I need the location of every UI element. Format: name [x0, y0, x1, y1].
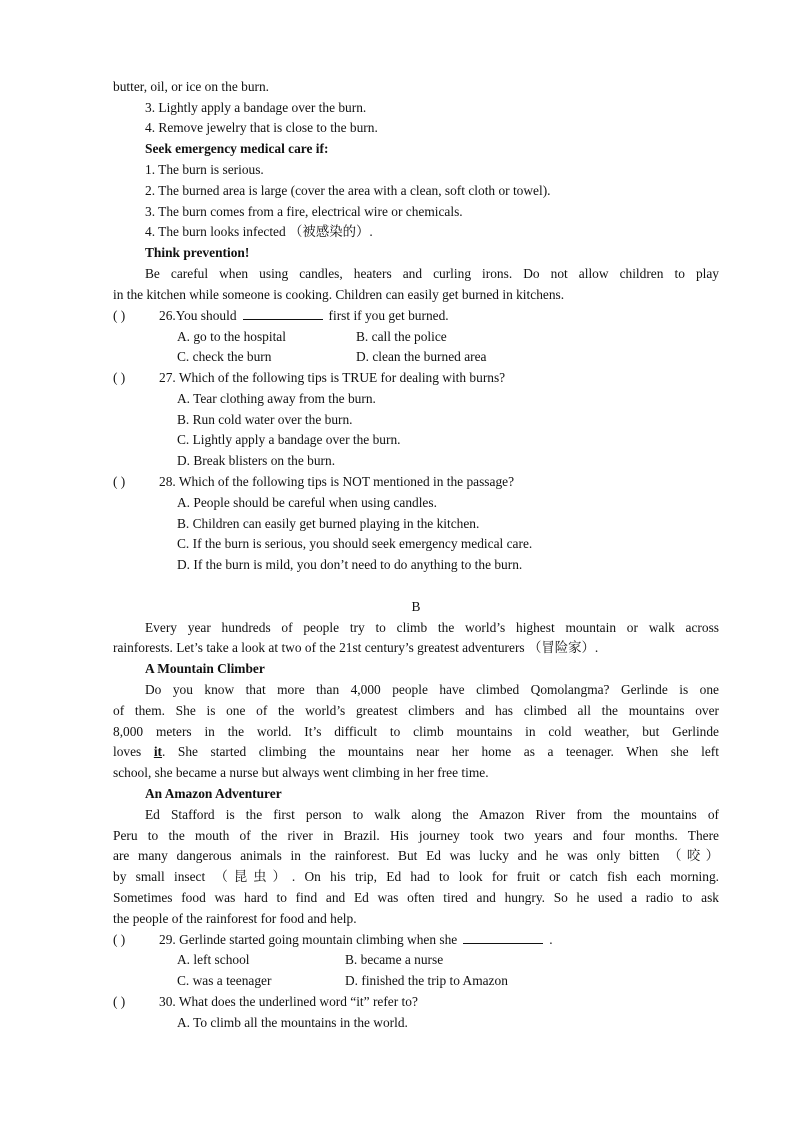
climber-line-1: Do you know that more than 4,000 people have climbed Qomolangma? Gerlinde is one: [145, 682, 719, 697]
option-c: C. If the burn is serious, you should seek emergency medical care.: [177, 536, 533, 551]
answer-paren[interactable]: ( ): [113, 308, 126, 323]
prevention-heading: Think prevention!: [145, 245, 250, 260]
question-29: [113, 930, 553, 951]
emergency-item-2: 2. The burned area is large (cover the area with a clean, soft cloth or towel).: [145, 183, 551, 198]
climber-line-3: 8,000 meters in the world. It’s difficult to climb mountains in cold weather, but Gerlinde: [113, 724, 719, 739]
answer-blank[interactable]: [243, 307, 323, 320]
amazon-line-5: Sometimes food was hard to find and Ed was often tired and hungry. So he used a radio to ask: [113, 890, 719, 905]
climber-line-4: [113, 742, 719, 763]
climber-heading: A Mountain Climber: [145, 661, 265, 676]
text-run: loves: [113, 744, 142, 759]
amazon-line-1: Ed Stafford is the first person to walk along the Amazon River from the mountains of: [145, 807, 719, 822]
option-c: C. was a teenager: [177, 973, 272, 988]
intro-line-2: rainforests. Let’s take a look at two of the 21st century’s greatest adventurers （冒险家）.: [113, 640, 599, 655]
option-a: A. People should be careful when using candles.: [177, 495, 437, 510]
amazon-heading: An Amazon Adventurer: [145, 786, 282, 801]
intro-line-1: Every year hundreds of people try to climb the world’s highest mountain or walk across: [145, 620, 719, 635]
tip-4: 4. Remove jewelry that is close to the burn.: [145, 120, 378, 135]
option-d: D. Break blisters on the burn.: [177, 453, 336, 468]
amazon-line-2: Peru to the mouth of the river in Brazil. His journey took two years and four months. There: [113, 828, 719, 843]
emergency-item-1: 1. The burn is serious.: [145, 162, 264, 177]
question-text-after: .: [549, 932, 553, 947]
option-d: D. clean the burned area: [356, 349, 487, 364]
option-b: B. Children can easily get burned playing in the kitchen.: [177, 516, 480, 531]
section-letter-b: B: [411, 599, 421, 614]
text-run: . She started climbing the mountains near her home as a teenager. When she left: [162, 744, 719, 759]
option-b: B. Run cold water over the burn.: [177, 412, 353, 427]
option-b: B. call the police: [356, 329, 447, 344]
underlined-word-it: it: [153, 744, 163, 759]
question-text: 28. Which of the following tips is NOT mentioned in the passage?: [159, 474, 515, 489]
option-a: A. go to the hospital: [177, 329, 286, 344]
option-b: B. became a nurse: [345, 952, 444, 967]
question-text: 30. What does the underlined word “it” refer to?: [159, 994, 418, 1009]
question-text: 27. Which of the following tips is TRUE for dealing with burns?: [159, 370, 506, 385]
question-30: [113, 992, 418, 1013]
option-c: C. check the burn: [177, 349, 272, 364]
answer-paren[interactable]: ( ): [113, 932, 126, 947]
option-a: A. Tear clothing away from the burn.: [177, 391, 376, 406]
option-c: C. Lightly apply a bandage over the burn.: [177, 432, 401, 447]
amazon-line-4: by small insect （昆虫）. On his trip, Ed had to look for fruit or catch fish each morning.: [113, 869, 719, 884]
prevention-line-1: Be careful when using candles, heaters and curling irons. Do not allow children to play: [145, 266, 719, 281]
climber-line-2: of them. She is one of the world’s greatest climbers and has climbed all the mountains over: [113, 703, 719, 718]
amazon-line-6: the people of the rainforest for food and help.: [113, 911, 357, 926]
answer-paren[interactable]: ( ): [113, 994, 126, 1009]
emergency-item-3: 3. The burn comes from a fire, electrical wire or chemicals.: [145, 204, 463, 219]
question-text-after: first if you get burned.: [328, 308, 449, 323]
option-a: A. To climb all the mountains in the world.: [177, 1015, 408, 1030]
question-28: [113, 472, 514, 493]
option-a: A. left school: [177, 952, 250, 967]
option-d: D. finished the trip to Amazon: [345, 973, 508, 988]
option-d: D. If the burn is mild, you don’t need to do anything to the burn.: [177, 557, 523, 572]
emergency-item-4: 4. The burn looks infected （被感染的）.: [145, 224, 373, 239]
question-27: [113, 368, 505, 389]
emergency-heading: Seek emergency medical care if:: [145, 141, 329, 156]
tip-3: 3. Lightly apply a bandage over the burn.: [145, 100, 367, 115]
answer-paren[interactable]: ( ): [113, 474, 126, 489]
question-text: 29. Gerlinde started going mountain climbing when she: [159, 932, 458, 947]
question-26: [113, 306, 449, 327]
climber-line-5: school, she became a nurse but always went climbing in her free time.: [113, 765, 489, 780]
answer-blank[interactable]: [463, 931, 543, 944]
passage-line: butter, oil, or ice on the burn.: [113, 79, 270, 94]
answer-paren[interactable]: ( ): [113, 370, 126, 385]
question-text: 26.You should: [159, 308, 237, 323]
amazon-line-3: are many dangerous animals in the rainforest. But Ed was lucky and he was only bitten （咬）: [113, 848, 719, 863]
prevention-line-2: in the kitchen while someone is cooking. Children can easily get burned in kitchens.: [113, 287, 565, 302]
